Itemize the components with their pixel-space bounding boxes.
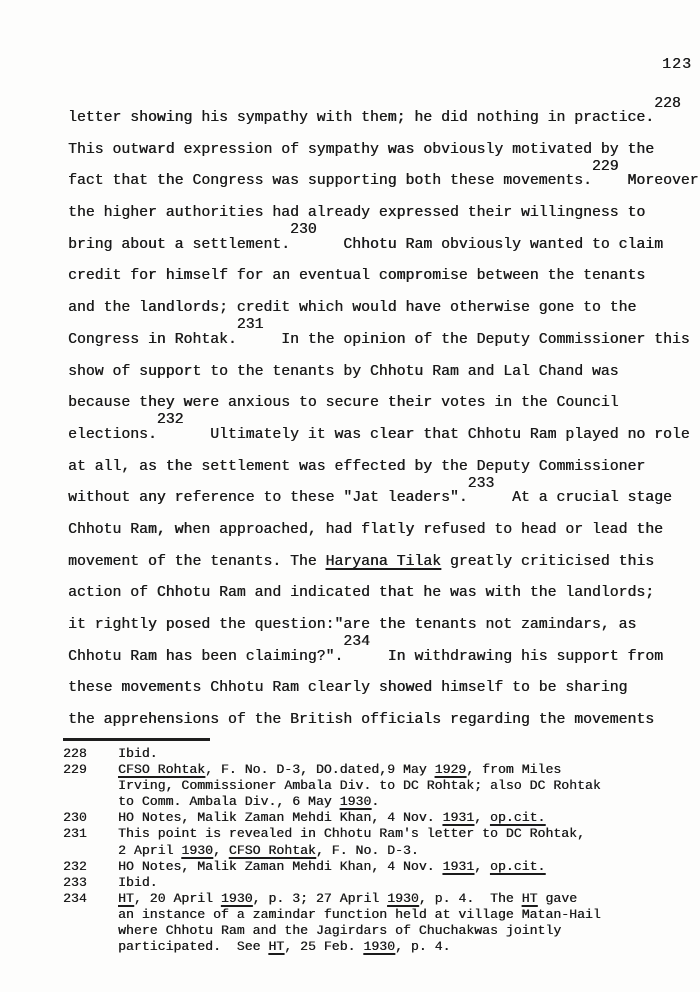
footnotes xyxy=(63,746,683,955)
footnote-number: 230 xyxy=(63,810,87,826)
underlined-text: CFSO Rohtak xyxy=(228,842,316,858)
body-line: without any reference to these "Jat leaders".233 At a crucial stage xyxy=(68,475,672,507)
footnote-ref: 234 xyxy=(343,634,370,651)
footnote-number: 233 xyxy=(63,874,87,890)
footnote-number: 232 xyxy=(63,858,87,874)
footnote-line: HO Notes, Malik Zaman Mehdi Khan, 4 Nov. 1931, op.cit. xyxy=(118,810,546,826)
footnote-line: CFSO Rohtak, F. No. D-3, DO.dated,9 May 1929, from Miles xyxy=(118,762,562,778)
body-line: it rightly posed the question:"are the tenants not zamindars, as xyxy=(68,617,637,633)
footnote-line: Ibid. xyxy=(118,746,158,761)
footnote-text xyxy=(118,875,683,891)
footnote-text xyxy=(118,762,683,810)
body-line: credit for himself for an eventual compromise between the tenants xyxy=(68,268,646,285)
footnote xyxy=(63,859,683,875)
body-text xyxy=(68,95,700,737)
body-line: show of support to the tenants by Chhotu Ram and Lal Chand was xyxy=(68,363,619,380)
page-number: 123 xyxy=(662,56,693,73)
body-line: elections.232 Ultimately it was clear that Chhotu Ram played no role xyxy=(68,412,690,443)
footnote-line: 2 April 1930, CFSO Rohtak, F. No. D-3. xyxy=(118,842,419,858)
underlined-text: op.cit. xyxy=(489,858,546,874)
underlined-text: CFSO Rohtak xyxy=(118,762,206,778)
footnote-text xyxy=(118,891,683,955)
underlined-text: 1930 xyxy=(387,890,419,906)
footnote-ref: 233 xyxy=(467,475,495,492)
underlined-text: 1930 xyxy=(220,890,253,906)
underlined-text: HT xyxy=(521,890,538,906)
underlined-text: HT xyxy=(118,890,134,906)
footnote-line: where Chhotu Ram and the Jagirdars of Chuchakwas jointly xyxy=(118,923,562,939)
footnote-separator xyxy=(63,738,210,741)
footnote-line: HO Notes, Malik Zaman Mehdi Khan, 4 Nov. 1931, op.cit. xyxy=(118,858,546,874)
body-line: the apprehensions of the British officials regarding the movements xyxy=(68,712,655,729)
body-line: and the landlords; credit which would have otherwise gone to the xyxy=(68,300,637,317)
footnote-text xyxy=(118,746,683,762)
footnote-ref: 231 xyxy=(236,317,264,334)
body-line: fact that the Congress was supporting both these movements.229 Moreover xyxy=(68,158,699,190)
footnote-line: Irving, Commissioner Ambala Div. to DC Rohtak; also DC Rohtak xyxy=(118,778,601,794)
footnote xyxy=(63,810,683,826)
footnote-text xyxy=(118,859,683,875)
body-line: the higher authorities had already expressed their willingness to xyxy=(68,205,646,222)
footnote-ref: 228 xyxy=(654,95,681,112)
underlined-text: 1930 xyxy=(339,794,372,810)
footnote xyxy=(63,762,683,810)
underlined-text: op.cit. xyxy=(489,810,546,826)
body-line: bring about a settlement.230 Chhotu Ram obviously wanted to claim xyxy=(68,222,663,253)
body-line: action of Chhotu Ram and indicated that he was with the landlords; xyxy=(68,585,655,602)
body-line: Chhotu Ram, when approached, had flatly refused to head or lead the xyxy=(68,521,663,538)
body-line: at all, as the settlement was effected by the Deputy Commissioner xyxy=(68,458,646,475)
underlined-text: 1930 xyxy=(363,939,395,955)
footnote-number: 231 xyxy=(63,826,87,842)
footnote-ref: 232 xyxy=(156,412,184,429)
footnote-line: HT, 20 April 1930, p. 3; 27 April 1930, p. 4. The HT gave xyxy=(118,890,578,906)
footnote-line: This point is revealed in Chhotu Ram's letter to DC Rohtak, xyxy=(118,826,585,842)
body-line: Congress in Rohtak.231 In the opinion of the Deputy Commissioner this xyxy=(68,317,690,348)
footnote-line: Ibid. xyxy=(118,874,158,890)
body-line: movement of the tenants. The Haryana Tilak greatly criticised this xyxy=(68,553,655,570)
footnote-text xyxy=(118,826,683,858)
underlined-text: HT xyxy=(268,939,285,955)
footnote xyxy=(63,746,683,762)
footnote-line: an instance of a zamindar function held at village Matan-Hail xyxy=(118,906,601,922)
footnote-line: participated. See HT, 25 Feb. 1930, p. 4. xyxy=(118,939,451,955)
body-line: This outward expression of sympathy was obviously motivated by the xyxy=(68,141,655,158)
underlined-text: 1931 xyxy=(442,858,475,874)
underlined-text: 1930 xyxy=(181,842,213,858)
footnote xyxy=(63,826,683,858)
body-line: because they were anxious to secure their votes in the Council xyxy=(68,395,619,412)
underlined-text: 1931 xyxy=(442,810,475,826)
footnote-number: 228 xyxy=(63,746,87,761)
footnote-ref: 230 xyxy=(290,222,317,239)
underlined-text: Haryana Tilak xyxy=(325,553,441,570)
footnote-number: 229 xyxy=(63,762,87,778)
body-line: letter showing his sympathy with them; he did nothing in practice.228 xyxy=(68,95,681,126)
footnote-number: 234 xyxy=(63,890,87,906)
footnote-line: to Comm. Ambala Div., 6 May 1930. xyxy=(118,794,380,810)
footnote-text xyxy=(118,810,683,826)
body-line: Chhotu Ram has been claiming?".234 In withdrawing his support from xyxy=(68,634,663,665)
underlined-text: 1929 xyxy=(434,762,467,778)
footnote-ref: 229 xyxy=(591,158,619,175)
footnote xyxy=(63,875,683,891)
footnote xyxy=(63,891,683,955)
body-line: these movements Chhotu Ram clearly showed himself to be sharing xyxy=(68,680,628,697)
